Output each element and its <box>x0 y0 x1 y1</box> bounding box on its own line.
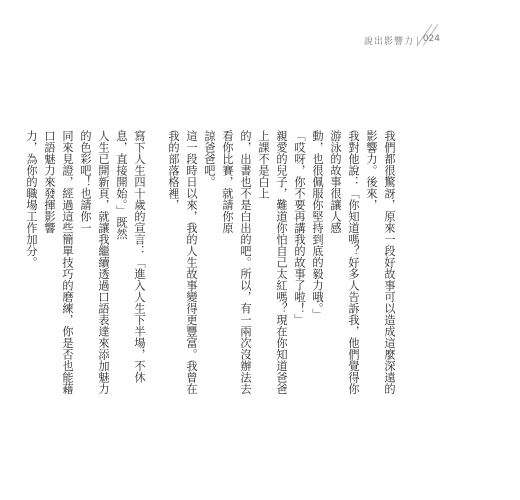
text-column-1: 我們都很驚訝，原來一段好故事可以造成這麼深遠的影響力。後來， <box>365 130 396 395</box>
text-column-2: 我對他說：「你知道嗎？好多人告訴我，他們覺得你游泳的故事很讓人感 <box>329 130 360 395</box>
text-column-4: 「哎呀，你不要再講我的故事了啦！」 <box>293 130 306 326</box>
running-title: 說出影響力 <box>363 37 414 47</box>
text-column-9: 寫下人生四十歲的宣言：「進入人生下半場，不休息，直接開始。」既然 <box>115 130 146 383</box>
header-separator: | <box>415 37 420 47</box>
vertical-body-text <box>22 130 398 400</box>
text-column-10: 人生已開新頁，就讓我繼續透過口語表達來添加魅力的色彩吧！也請你一 <box>79 130 110 395</box>
text-column-8: 這一段時日以來，我的人生故事變得更豐富。我曾在我的部落格裡， <box>167 130 198 395</box>
running-header <box>364 34 422 47</box>
text-column-7: 諒爸爸吧。 <box>203 130 216 188</box>
text-column-5: 親愛的兒子，難道你怕自己太紅嗎？現在你知道爸爸上課不是白上 <box>257 130 288 395</box>
text-column-6: 的，出書也不是白出的吧。所以，有一兩次沒辦法去看你比賽，就請你原 <box>221 130 252 395</box>
page-number: 024 <box>422 34 440 44</box>
text-column-11: 同來見證，經過這些簡單技巧的磨練，你是否也能藉口語魅力來發揮影響 <box>43 130 74 395</box>
text-column-12: 力，為你的職場工作加分。 <box>25 130 38 268</box>
text-column-3: 動，也很佩服你堅持到底的毅力哦。」 <box>311 130 324 320</box>
